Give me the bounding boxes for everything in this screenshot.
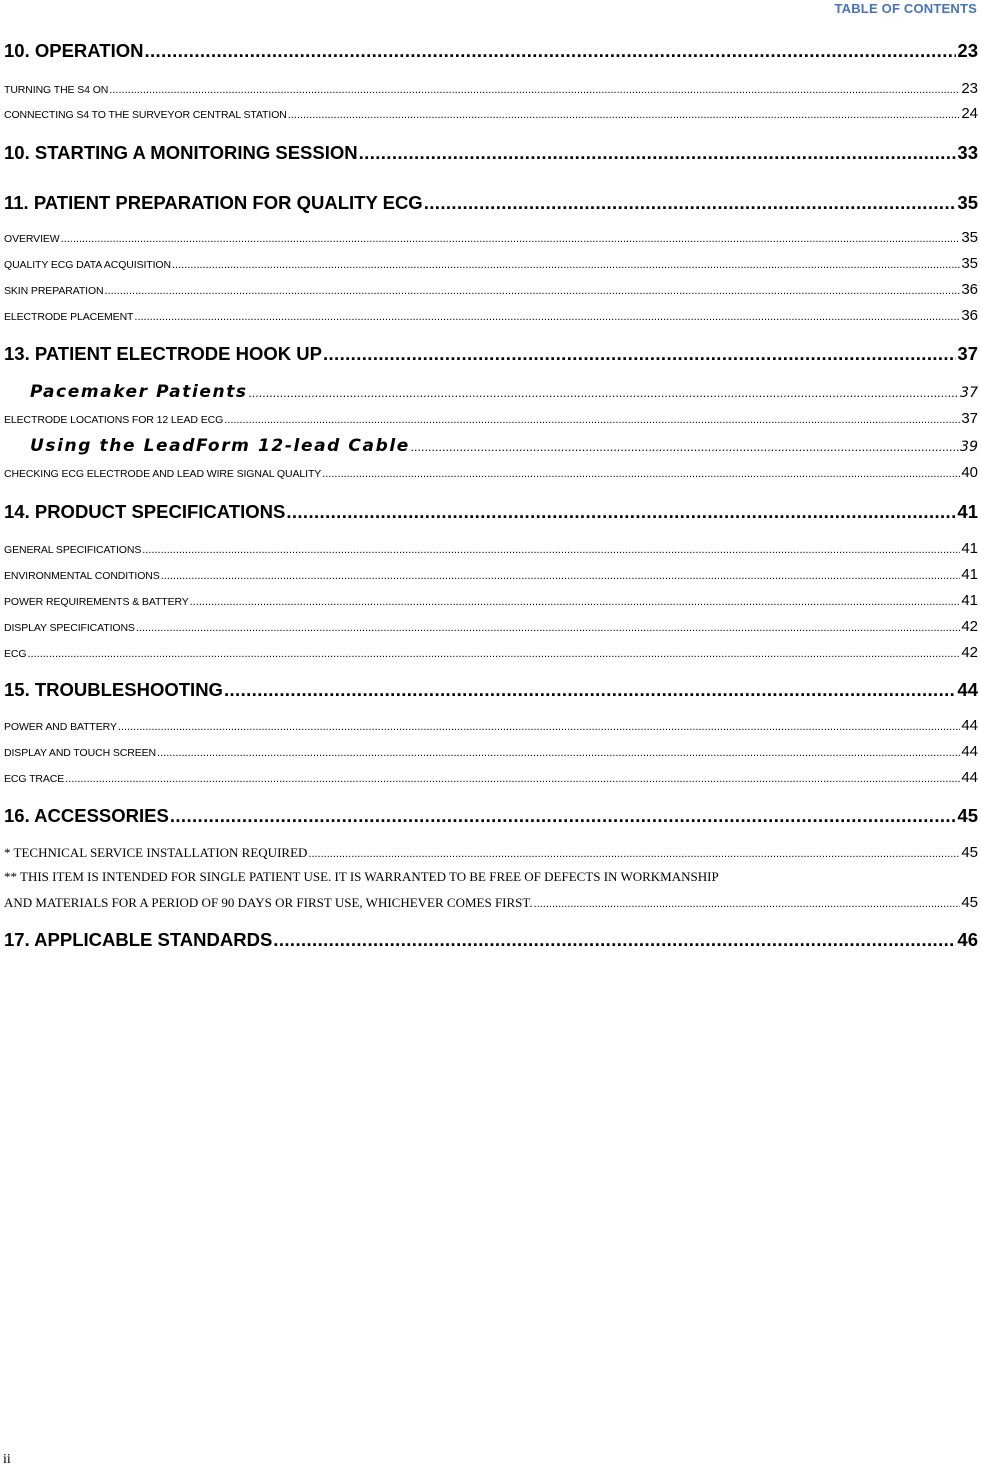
toc-entry-label: OVERVIEW: [4, 233, 60, 245]
toc-entry-page: 45: [957, 805, 978, 826]
toc-entry-page: 23: [961, 80, 978, 97]
dot-leader: [273, 929, 956, 951]
toc-entry-leadform-cable[interactable]: [4, 436, 978, 456]
toc-entry-label: 14. PRODUCT SPECIFICATIONS: [4, 501, 286, 522]
dot-leader: [134, 311, 960, 323]
toc-entry-accessories[interactable]: [4, 805, 978, 827]
toc-entry-page: 41: [961, 540, 978, 557]
toc-entry-label: GENERAL SPECIFICATIONS: [4, 544, 142, 556]
toc-entry-page: 37: [957, 343, 978, 364]
toc-entry-page: 41: [961, 592, 978, 609]
dot-leader: [65, 773, 960, 785]
toc-entry-label: 13. PATIENT ELECTRODE HOOK UP: [4, 343, 322, 364]
toc-entry-page: 37: [961, 410, 978, 427]
toc-entry-page: 35: [961, 229, 978, 246]
toc-entry-label: AND MATERIALS FOR A PERIOD OF 90 DAYS OR FIRST USE, WHICHEVER COMES FIRST.: [4, 895, 533, 910]
toc-entry-page: 40: [961, 464, 978, 481]
toc-entry-troubleshooting[interactable]: [4, 679, 978, 701]
toc-entry-label: ELECTRODE PLACEMENT: [4, 311, 134, 323]
toc-entry-turning-on[interactable]: [4, 80, 978, 97]
toc-entry-display-touch[interactable]: [4, 743, 978, 760]
toc-entry-label: Pacemaker Patients: [30, 382, 248, 402]
toc-entry-label: 10. STARTING A MONITORING SESSION: [4, 142, 358, 163]
toc-entry-page: 44: [961, 717, 978, 734]
toc-entry-general-specifications[interactable]: [4, 540, 978, 557]
toc-entry-label: SKIN PREPARATION: [4, 285, 104, 297]
toc-entry-signal-quality[interactable]: [4, 464, 978, 481]
toc-entry-page: 45: [961, 844, 978, 861]
toc-entry-power-battery[interactable]: [4, 717, 978, 734]
toc-entry-label: 17. APPLICABLE STANDARDS: [4, 929, 273, 950]
toc-entry-label: ECG TRACE: [4, 773, 65, 785]
toc-entry-applicable-standards[interactable]: [4, 929, 978, 951]
dot-leader: [224, 414, 960, 426]
toc-entry-overview[interactable]: [4, 229, 978, 246]
toc-entry-page: 41: [961, 566, 978, 583]
toc-entry-page: 44: [961, 769, 978, 786]
toc-header-title: TABLE OF CONTENTS: [834, 1, 977, 16]
dot-leader: [118, 721, 960, 733]
dot-leader: [322, 468, 960, 480]
toc-entry-page: 41: [957, 501, 978, 522]
dot-leader: [170, 805, 957, 827]
dot-leader: [323, 343, 956, 365]
toc-entry-label: TURNING THE S4 ON: [4, 84, 109, 96]
dot-leader: [172, 259, 960, 271]
dot-leader: [142, 544, 960, 556]
toc-entry-skin-preparation[interactable]: [4, 281, 978, 298]
toc-entry-ecg-trace[interactable]: [4, 769, 978, 786]
toc-entry-page: 35: [961, 255, 978, 272]
toc-entry-page: 45: [961, 894, 978, 911]
dot-leader: [144, 40, 956, 62]
toc-entry-label: ENVIRONMENTAL CONDITIONS: [4, 570, 160, 582]
toc-entry-page: 46: [957, 929, 978, 950]
dot-leader: [109, 84, 960, 96]
toc-entry-patient-preparation[interactable]: [4, 192, 978, 214]
toc-entry-page: 35: [957, 192, 978, 213]
toc-entry-technical-service[interactable]: [4, 844, 978, 861]
toc-entry-starting-session[interactable]: [4, 142, 978, 164]
toc-entry-page: 42: [961, 644, 978, 661]
toc-entry-page: 39: [960, 439, 978, 455]
dot-leader: [308, 848, 960, 860]
dot-leader: [534, 898, 961, 910]
toc-entry-page: 44: [957, 679, 978, 700]
toc-entry-warranty[interactable]: [4, 894, 978, 911]
toc-entry-power-requirements[interactable]: [4, 592, 978, 609]
toc-entry-label: 16. ACCESSORIES: [4, 805, 169, 826]
dot-leader: [157, 747, 960, 759]
dot-leader: [61, 233, 961, 245]
toc-entry-label: CONNECTING S4 TO THE SURVEYOR CENTRAL STATION: [4, 109, 287, 121]
toc-entry-electrode-locations[interactable]: [4, 410, 978, 427]
page-number: ii: [3, 1452, 11, 1467]
dot-leader: [359, 142, 957, 164]
dot-leader: [190, 596, 961, 608]
toc-entry-page: 42: [961, 618, 978, 635]
dot-leader: [411, 441, 959, 454]
toc-entry-page: 23: [957, 40, 978, 61]
toc-entry-label: * TECHNICAL SERVICE INSTALLATION REQUIRED: [4, 845, 308, 860]
toc-entry-pacemaker-patients[interactable]: [4, 382, 978, 402]
toc-entry-page: 44: [961, 743, 978, 760]
dot-leader: [105, 285, 961, 297]
toc-entry-page: 33: [957, 142, 978, 163]
toc-entry-label: ELECTRODE LOCATIONS FOR 12 LEAD ECG: [4, 414, 224, 426]
toc-entry-page: 24: [961, 105, 978, 122]
toc-entry-page: 37: [960, 385, 978, 401]
toc-entry-page: 36: [961, 307, 978, 324]
dot-leader: [288, 109, 961, 121]
toc-entry-label: ECG: [4, 648, 27, 660]
toc-entry-quality-ecg[interactable]: [4, 255, 978, 272]
toc-entry-label: POWER AND BATTERY: [4, 721, 117, 733]
toc-entry-label: POWER REQUIREMENTS & BATTERY: [4, 596, 189, 608]
toc-entry-product-specifications[interactable]: [4, 501, 978, 523]
dot-leader: [27, 648, 960, 660]
toc-entry-connecting[interactable]: [4, 105, 978, 122]
toc-note-single-patient: ** THIS ITEM IS INTENDED FOR SINGLE PATIENT USE. IT IS WARRANTED TO BE FREE OF DEFECTS IN WORKMANSHIP: [4, 869, 719, 884]
toc-entry-label: 11. PATIENT PREPARATION FOR QUALITY ECG: [4, 192, 423, 213]
dot-leader: [424, 192, 957, 214]
toc-entry-display-specifications[interactable]: [4, 618, 978, 635]
toc-entry-ecg[interactable]: [4, 644, 978, 661]
toc-entry-page: 36: [961, 281, 978, 298]
dot-leader: [249, 387, 960, 400]
toc-entry-electrode-hookup[interactable]: [4, 343, 978, 365]
dot-leader: [136, 622, 960, 634]
toc-entry-label: 15. TROUBLESHOOTING: [4, 679, 223, 700]
toc-entry-label: QUALITY ECG DATA ACQUISITION: [4, 259, 171, 271]
toc-entry-label: 10. OPERATION: [4, 40, 144, 61]
toc-entry-label: DISPLAY AND TOUCH SCREEN: [4, 747, 157, 759]
toc-entry-label: CHECKING ECG ELECTRODE AND LEAD WIRE SIGNAL QUALITY: [4, 468, 322, 480]
toc-entry-operation[interactable]: [4, 40, 978, 62]
toc-entry-label: DISPLAY SPECIFICATIONS: [4, 622, 135, 634]
toc-entry-environmental-conditions[interactable]: [4, 566, 978, 583]
toc-entry-label: Using the LeadForm 12-lead Cable: [30, 436, 410, 456]
dot-leader: [161, 570, 961, 582]
dot-leader: [286, 501, 956, 523]
dot-leader: [224, 679, 956, 701]
toc-entry-electrode-placement[interactable]: [4, 307, 978, 324]
